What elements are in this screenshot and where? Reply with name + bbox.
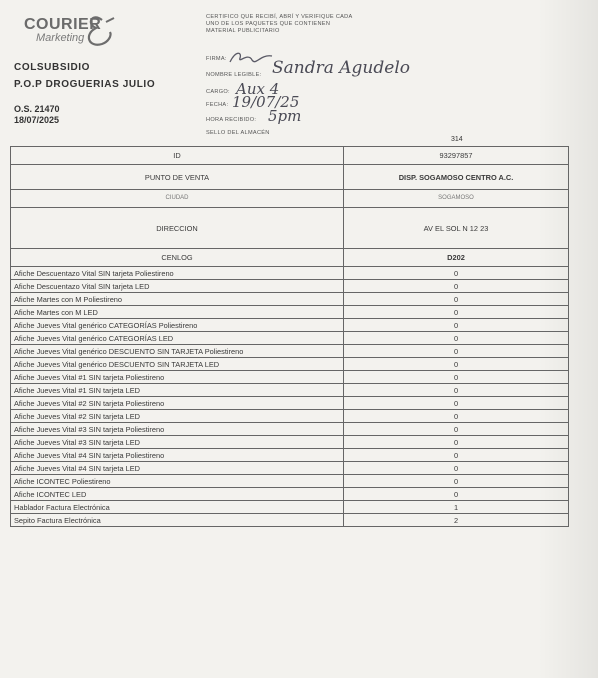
item-label: Afiche ICONTEC Poliestireno bbox=[11, 475, 344, 488]
table-row bbox=[11, 397, 569, 410]
table-top-number: 314 bbox=[451, 136, 463, 143]
item-qty: 0 bbox=[344, 332, 569, 345]
certification-text: CERTIFICO QUE RECIBÍ, ABRÍ Y VERIFIQUE CADA UNO DE LOS PAQUETES QUE CONTIENEN MATERIAL PUBLICITARIO bbox=[206, 14, 353, 34]
item-qty: 0 bbox=[344, 397, 569, 410]
client-name: COLSUBSIDIO bbox=[14, 62, 91, 73]
city-label: CIUDAD bbox=[11, 190, 344, 208]
cenlog-label: CENLOG bbox=[11, 249, 344, 267]
table-row bbox=[11, 332, 569, 345]
table-row bbox=[11, 514, 569, 527]
item-qty: 0 bbox=[344, 280, 569, 293]
table-row bbox=[11, 358, 569, 371]
item-label: Afiche Jueves Vital genérico CATEGORÍAS LED bbox=[11, 332, 344, 345]
table-row bbox=[11, 345, 569, 358]
role-handwritten: Aux 4 bbox=[236, 80, 280, 98]
table-row bbox=[11, 267, 569, 280]
id-value: 93297857 bbox=[344, 147, 569, 165]
item-label: Afiche Jueves Vital #1 SIN tarjeta Poliestireno bbox=[11, 371, 344, 384]
order-block bbox=[14, 104, 60, 126]
table-row bbox=[11, 462, 569, 475]
item-qty: 0 bbox=[344, 384, 569, 397]
table-row bbox=[11, 293, 569, 306]
id-label: ID bbox=[11, 147, 344, 165]
table-row bbox=[11, 449, 569, 462]
row-city bbox=[11, 190, 569, 208]
item-qty: 0 bbox=[344, 345, 569, 358]
signature-label: FIRMA: bbox=[206, 56, 227, 62]
item-qty: 0 bbox=[344, 358, 569, 371]
table-row bbox=[11, 475, 569, 488]
name-label: NOMBRE LEGIBLE: bbox=[206, 72, 262, 78]
table-row bbox=[11, 501, 569, 514]
courier-marketing-logo bbox=[14, 10, 114, 50]
client-block bbox=[14, 62, 155, 96]
table-row bbox=[11, 280, 569, 293]
delivery-table bbox=[10, 146, 569, 527]
row-address bbox=[11, 208, 569, 249]
table-row bbox=[11, 384, 569, 397]
pos-label: PUNTO DE VENTA bbox=[11, 165, 344, 190]
item-label: Afiche Descuentazo Vital SIN tarjeta Poliestireno bbox=[11, 267, 344, 280]
item-label: Afiche Jueves Vital #1 SIN tarjeta LED bbox=[11, 384, 344, 397]
item-qty: 0 bbox=[344, 488, 569, 501]
item-qty: 0 bbox=[344, 436, 569, 449]
item-qty: 1 bbox=[344, 501, 569, 514]
item-qty: 0 bbox=[344, 319, 569, 332]
item-label: Afiche Jueves Vital #2 SIN tarjeta LED bbox=[11, 410, 344, 423]
logo-courier-text: COURIER bbox=[24, 16, 102, 33]
city-value: SOGAMOSO bbox=[344, 190, 569, 208]
item-qty: 0 bbox=[344, 293, 569, 306]
logo-marketing-text: Marketing bbox=[36, 32, 85, 44]
item-qty: 0 bbox=[344, 475, 569, 488]
address-value: AV EL SOL N 12 23 bbox=[344, 208, 569, 249]
table-row bbox=[11, 410, 569, 423]
item-qty: 0 bbox=[344, 423, 569, 436]
item-label: Afiche Jueves Vital genérico DESCUENTO SIN TARJETA LED bbox=[11, 358, 344, 371]
signature-scribble-icon bbox=[226, 48, 276, 68]
client-store: P.O.P DROGUERIAS JULIO bbox=[14, 79, 156, 90]
pos-value: DISP. SOGAMOSO CENTRO A.C. bbox=[344, 165, 569, 190]
item-label: Afiche Jueves Vital #3 SIN tarjeta LED bbox=[11, 436, 344, 449]
item-qty: 0 bbox=[344, 306, 569, 319]
store-stamp-label: SELLO DEL ALMACÉN bbox=[206, 130, 270, 136]
item-label: Afiche Jueves Vital #2 SIN tarjeta Poliestireno bbox=[11, 397, 344, 410]
item-label: Afiche Jueves Vital genérico DESCUENTO SIN TARJETA Poliestireno bbox=[11, 345, 344, 358]
date-handwritten: 19/07/25 bbox=[232, 93, 300, 111]
item-qty: 0 bbox=[344, 449, 569, 462]
item-label: Afiche Jueves Vital #3 SIN tarjeta Poliestireno bbox=[11, 423, 344, 436]
item-qty: 0 bbox=[344, 267, 569, 280]
table-row bbox=[11, 371, 569, 384]
table-row bbox=[11, 306, 569, 319]
table-row bbox=[11, 319, 569, 332]
time-handwritten: 5pm bbox=[268, 107, 302, 125]
order-date: 18/07/2025 bbox=[14, 115, 60, 125]
table-row bbox=[11, 488, 569, 501]
item-qty: 0 bbox=[344, 371, 569, 384]
item-label: Afiche Jueves Vital genérico CATEGORÍAS Poliestireno bbox=[11, 319, 344, 332]
row-cenlog bbox=[11, 249, 569, 267]
table-row bbox=[11, 436, 569, 449]
name-handwritten: Sandra Agudelo bbox=[272, 58, 411, 78]
item-label: Afiche Martes con M LED bbox=[11, 306, 344, 319]
item-label: Afiche ICONTEC LED bbox=[11, 488, 344, 501]
item-label: Sepito Factura Electrónica bbox=[11, 514, 344, 527]
cenlog-value: D202 bbox=[344, 249, 569, 267]
item-qty: 0 bbox=[344, 462, 569, 475]
date-label: FECHA: bbox=[206, 102, 229, 108]
row-id bbox=[11, 147, 569, 165]
address-label: DIRECCION bbox=[11, 208, 344, 249]
role-label: CARGO: bbox=[206, 89, 230, 95]
item-qty: 0 bbox=[344, 410, 569, 423]
item-label: Afiche Martes con M Poliestireno bbox=[11, 293, 344, 306]
item-label: Afiche Jueves Vital #4 SIN tarjeta LED bbox=[11, 462, 344, 475]
item-qty: 2 bbox=[344, 514, 569, 527]
row-pos bbox=[11, 165, 569, 190]
item-label: Hablador Factura Electrónica bbox=[11, 501, 344, 514]
item-label: Afiche Descuentazo Vital SIN tarjeta LED bbox=[11, 280, 344, 293]
time-label: HORA RECIBIDO: bbox=[206, 117, 257, 123]
order-number: O.S. 21470 bbox=[14, 104, 60, 114]
item-label: Afiche Jueves Vital #4 SIN tarjeta Poliestireno bbox=[11, 449, 344, 462]
table-row bbox=[11, 423, 569, 436]
